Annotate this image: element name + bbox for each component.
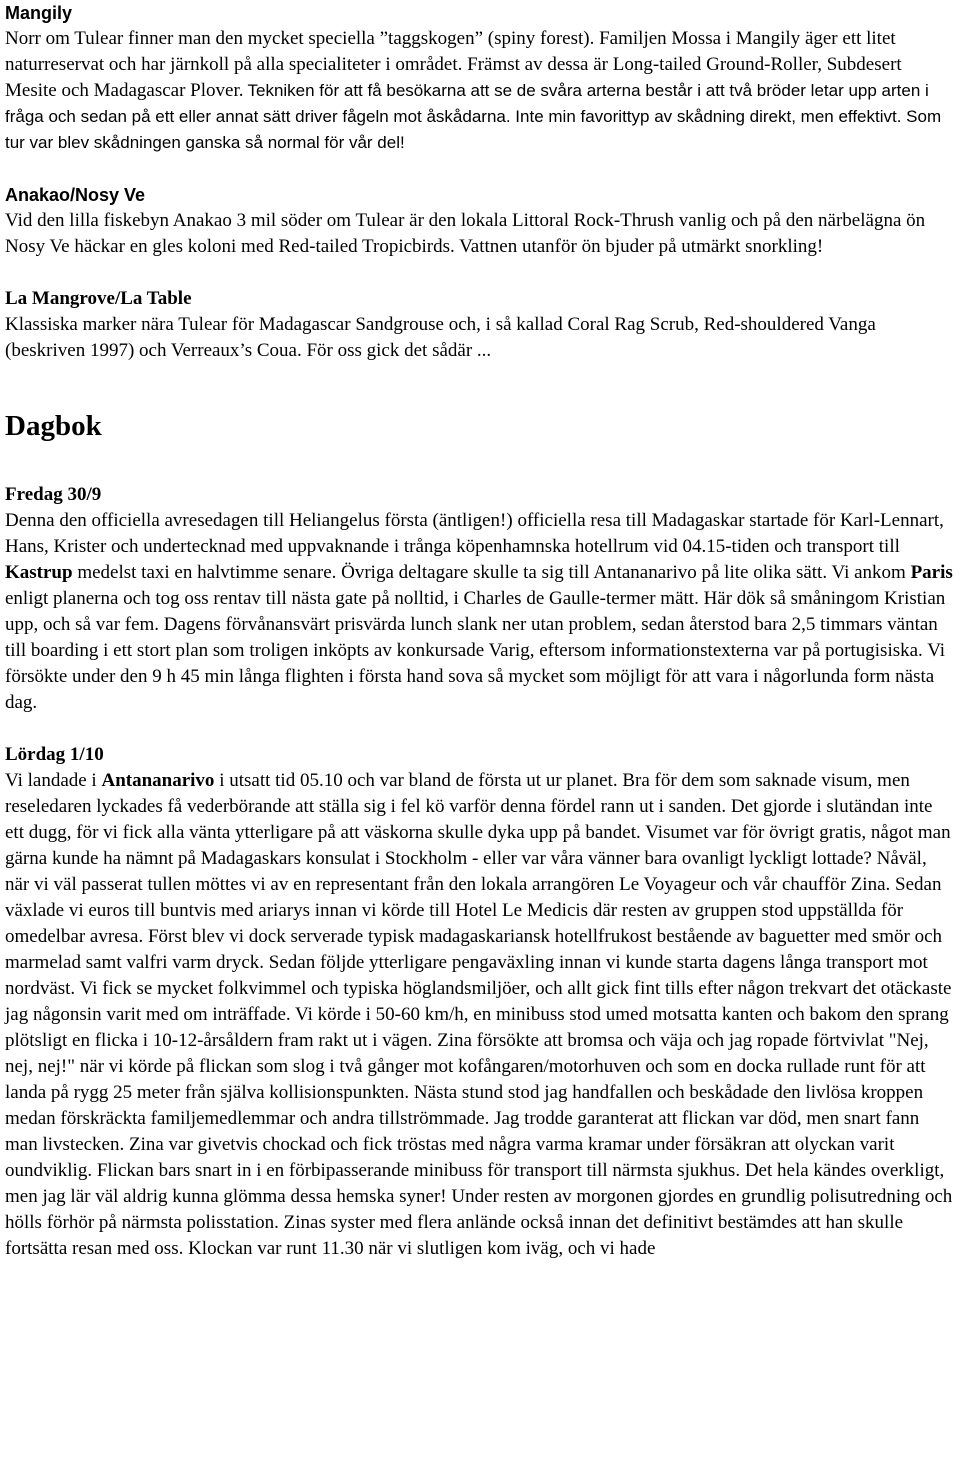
diary-heading: Dagbok <box>5 410 102 442</box>
section-la-mangrove <box>5 286 954 364</box>
place-name: Kastrup <box>5 562 73 583</box>
section-mangily <box>5 0 954 156</box>
section-anakao <box>5 182 954 260</box>
place-name: Antananarivo <box>101 770 215 791</box>
entry-date: Fredag 30/9 <box>5 484 102 505</box>
section-paragraph: Klassiska marker nära Tulear för Madagascar Sandgrouse och, i så kallad Coral Rag Scrub, Red-shouldered Vanga (beskriven 1997) och Verreaux’s Coua. För oss gick det sådär ... <box>5 314 876 361</box>
section-title: Anakao/Nosy Ve <box>5 185 146 205</box>
section-title: Mangily <box>5 3 73 23</box>
entry-text-part: Vi landade i <box>5 770 102 791</box>
entry-text-part: medelst taxi en halvtimme senare. Övriga deltagare skulle ta sig till Antananarivo på lite olika sätt. Vi ankom <box>72 562 911 583</box>
entry-date: Lördag 1/10 <box>5 744 104 765</box>
place-name: Paris <box>910 562 953 583</box>
section-title: La Mangrove/La Table <box>5 288 192 309</box>
section-paragraph-cont: Tekniken för att få besökarna att se de svåra arterna består i att två bröder letar upp arten i fråga och sedan på ett eller annat sätt driver fågeln mot åskådarna. Inte min favorittyp av skådning direkt, men effektivt. Som tur var blev skådningen ganska så normal för vår del! <box>5 81 942 152</box>
section-paragraph: Vid den lilla fiskebyn Anakao 3 mil söder om Tulear är den lokala Littoral Rock-Thrush vanlig och på den närbelägna ön Nosy Ve häckar en gles koloni med Red-tailed Tropicbirds. Vattnen utanför ön bjuder på utmärkt snorkling! <box>5 210 926 257</box>
entry-text <box>5 768 954 1262</box>
section-paragraph: Norr om Tulear finner man den mycket speciella ”taggskogen” (spiny forest). Familjen Mossa i Mangily äger ett litet naturreservat och har järnkoll på alla specialiteter i området. Främst av dessa är Long-tailed Ground-Roller, Subdesert Mesite och Madagascar Plover. <box>5 28 902 101</box>
entry-text-part: enligt planerna och tog oss rentav till nästa gate på nolltid, i Charles de Gaulle-termer mätt. Här dök så småningom Kristian upp, och så var fem. Dagens förvånansvärt prisvärda lunch slank ner utan problem, sedan återstod bara 2,5 timmars väntan till boarding i ett stort plan som troligen inköpts av konkursade Varig, eftersom informationstexterna var på portugisiska. Vi försökte under den 9 h 45 min långa flighten i första hand sova så mycket som möjligt för att vara i någorlunda form nästa dag. <box>5 588 946 713</box>
diary-entry-fredag <box>5 482 954 716</box>
entry-text-part: Denna den officiella avresedagen till Heliangelus första (äntligen!) officiella resa till Madagaskar startade för Karl-Lennart, Hans, Krister och undertecknad med uppvaknande i trånga köpenhamnska hotellrum vid 04.15-tiden och transport till <box>5 510 944 557</box>
entry-text <box>5 508 954 716</box>
entry-text-part: i utsatt tid 05.10 och var bland de första ut ur planet. Bra för dem som saknade visum, men reseledaren lyckades få vederbörande att ställa sig i fel kö varför denna fördel rann ut i sanden. Det gjorde i slutändan inte ett dugg, för vi fick alla vänta ytterligare på att väskorna skulle dyka upp på bandet. Visumet var för övrigt gratis, något man gärna kunde ha nämnt på Madagaskars konsulat i Stockholm - eller var våra vänner bara ovanligt lyckligt lottade? Nåväl, när vi väl passerat tullen möttes vi av en representant från den lokala arrangören Le Voyageur och vår chaufför Zina. Sedan växlade vi euros till buntvis med ariarys innan vi körde till Hotel Le Medicis där resten av gruppen stod uppställda för omedelbar avresa. Först blev vi dock serverade typisk madagaskariansk hotellfrukost bestående av baguetter med smör och marmelad samt valfri varm dryck. Sedan följde ytterligare pengaväxling innan vi kunde starta dagens långa transport mot nordväst. Vi fick se mycket folkvimmel och typiska höglandsmiljöer, och allt gick fint tills efter någon trekvart det otäckaste jag någonsin varit med om inträffade. Vi körde i 50-60 km/h, en minibuss stod umed motsatta kanten och bakom den sprang plötsligt en flicka i 10-12-årsåldern fram rakt ut i vägen. Zina försökte att bromsa och väja och jag ropade förtvivlat "Nej, nej, nej!" när vi körde på flickan som slog i två gånger mot kofångaren/motorhuven och som en docka rullade runt för att landa på rygg 25 meter från själva kollisionspunkten. Nästa stund stod jag handfallen och beskådade den livlösa kroppen medan förskräckta familjemedlemmar och andra tillströmmade. Jag trodde garanterat att flickan var död, men snart fann man livstecken. Zina var givetvis chockad och fick tröstas med några varma kramar under försäkran att olyckan varit oundviklig. Flickan bars snart in i en förbipasserande minibuss för transport till närmsta sjukhus. Det hela kändes overkligt, men jag lär väl aldrig kunna glömma dessa hemska syner! Under resten av morgonen gjordes en grundlig polisutredning och hölls förhör på närmsta polisstation. Zinas syster med flera anlände också innan det definitivt bestämdes att han skulle fortsätta resan med oss. Klockan var runt 11.30 när vi slutligen kom iväg, och vi hade <box>5 770 953 1259</box>
diary-entry-lordag <box>5 742 954 1262</box>
